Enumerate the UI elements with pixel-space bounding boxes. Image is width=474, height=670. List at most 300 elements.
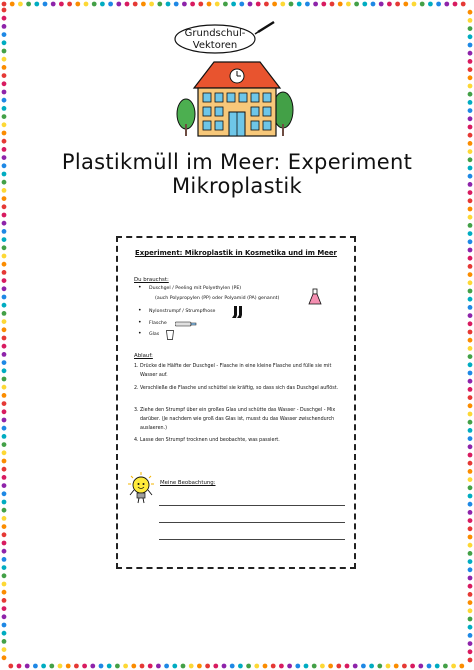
border-dot [197,664,202,669]
logo-text-line1: Grundschul- [184,28,246,39]
border-dot [468,231,473,236]
border-dot [468,403,473,408]
border-dot [84,2,89,7]
border-dot [2,647,7,652]
border-dot [123,664,128,669]
border-dot [189,664,194,669]
border-dot [2,557,7,562]
step-number: 2. [134,386,139,391]
border-dot [468,584,473,589]
border-dot [2,311,7,316]
border-dot [264,2,269,7]
border-dot [223,2,228,7]
border-dot [468,198,473,203]
answer-line [159,505,345,506]
border-dot [312,664,317,669]
border-dot [164,664,169,669]
border-dot [254,664,259,669]
border-dot [256,2,261,7]
step-number: 4. [134,438,139,443]
border-dot [2,262,7,267]
border-dot [2,8,7,13]
border-dot [418,664,423,669]
step-text: Ziehe den Strumpf über ein großes Glas und schütte das Wasser - Duschgel - Mix darüber. (Je nachdem wie groß das Glas ist, musst du das Wasser zwischendurch auslaeren.) [140,408,336,431]
border-dot [140,664,145,669]
border-dot [379,2,384,7]
border-dot [377,664,382,669]
border-dot [436,2,441,7]
border-dot [2,254,7,259]
border-dot [2,483,7,488]
border-dot [2,81,7,86]
border-dot [182,2,187,7]
bullet: • [138,319,142,326]
border-dot [2,623,7,628]
border-dot [412,2,417,7]
border-dot [2,303,7,308]
logo-banner [175,25,255,53]
border-dot [2,49,7,54]
border-dot [468,379,473,384]
border-dot [2,377,7,382]
border-dot [2,549,7,554]
border-dot [461,2,466,7]
material-item-shower-gel: Duschgel / Peeling mit Polyethylen (PE) [149,286,242,291]
border-dot [2,229,7,234]
border-dot [51,2,56,7]
border-dot [468,510,473,515]
border-dot [107,664,112,669]
step-number: 1. [134,364,139,369]
bullet: • [138,284,142,291]
border-dot [468,436,473,441]
border-dot [66,664,71,669]
border-dot [353,664,358,669]
border-dot [468,330,473,335]
border-dot [362,2,367,7]
border-dot [2,541,7,546]
border-dot [320,664,325,669]
border-dot [287,664,292,669]
border-dot [468,34,473,39]
border-dot [386,664,391,669]
border-dot [2,319,7,324]
border-dot [468,108,473,113]
border-dot [468,362,473,367]
border-dot [428,2,433,7]
border-dot [468,444,473,449]
worksheet-card [116,236,356,569]
border-dot [420,2,425,7]
border-dot [468,354,473,359]
border-dot [2,524,7,529]
border-dot [2,131,7,136]
border-dot [403,2,408,7]
border-dot [2,508,7,513]
material-item-glass: Glas [149,332,160,337]
border-dot [468,141,473,146]
border-dot [468,133,473,138]
border-dot [297,2,302,7]
border-dot [222,664,227,669]
border-dot [394,664,399,669]
border-dot [468,387,473,392]
observation-heading: Meine Beobachtung: [160,480,216,486]
border-dot [2,409,7,414]
glass-icon [166,330,174,340]
border-dot [468,26,473,31]
border-dot [468,625,473,630]
procedure-step [134,436,345,445]
border-dot [26,2,31,7]
border-dot [410,664,415,669]
border-dot [2,655,7,660]
border-dot [100,2,105,7]
border-dot [133,2,138,7]
materials-heading: Du brauchst: [134,277,169,283]
border-dot [295,664,300,669]
border-dot [279,664,284,669]
border-dot [468,215,473,220]
material-item-nylon-stocking: Nylonstrumpf / Strumpfhose [149,309,216,314]
border-dot [215,2,220,7]
border-dot [58,664,63,669]
border-dot [2,631,7,636]
border-dot [49,664,54,669]
border-dot [468,51,473,56]
border-dot [459,664,464,669]
border-dot [468,75,473,80]
border-dot [92,2,97,7]
border-dot [2,270,7,275]
border-dot [468,633,473,638]
border-dot [8,664,13,669]
border-dot [238,664,243,669]
border-dot [468,485,473,490]
border-dot [468,453,473,458]
border-dot [2,98,7,103]
border-dot [468,649,473,654]
border-dot [345,664,350,669]
border-dot [304,664,309,669]
border-dot [263,664,268,669]
border-dot [2,582,7,587]
border-dot [166,2,171,7]
border-dot [2,139,7,144]
border-dot [17,664,22,669]
border-dot [468,239,473,244]
logo-text-line2: Vektoren [192,40,238,51]
step-number: 3. [134,408,139,413]
border-dot [99,664,104,669]
border-dot [2,327,7,332]
border-dot [338,2,343,7]
border-dot [468,576,473,581]
border-dot [116,2,121,7]
border-dot [468,412,473,417]
border-dot [2,57,7,62]
border-dot [2,286,7,291]
border-dot [468,297,473,302]
border-dot [2,598,7,603]
border-dot [468,461,473,466]
border-dot [468,346,473,351]
border-dot [2,418,7,423]
border-dot [321,2,326,7]
border-dot [468,264,473,269]
border-dot [2,245,7,250]
flask-icon [308,288,322,306]
border-dot [246,664,251,669]
step-text: Lasse den Strumpf trocknen und beobachte, was passiert. [140,438,280,443]
border-dot [468,617,473,622]
border-dot [468,477,473,482]
border-dot [2,2,7,7]
border-dot [156,664,161,669]
border-dot [2,106,7,111]
border-dot [369,664,374,669]
border-dot [468,10,473,15]
border-dot [468,567,473,572]
border-dot [468,420,473,425]
border-dot [2,360,7,365]
border-dot [468,395,473,400]
border-dot [468,100,473,105]
border-dot [10,2,15,7]
border-dot [468,84,473,89]
border-dot [2,122,7,127]
border-dot [468,592,473,597]
border-dot [2,40,7,45]
border-dot [328,664,333,669]
border-dot [82,664,87,669]
border-dot [59,2,64,7]
border-dot [157,2,162,7]
border-dot [172,664,177,669]
border-dot [468,543,473,548]
border-dot [453,2,458,7]
border-dot [305,2,310,7]
border-dot [74,664,79,669]
border-dot [354,2,359,7]
border-dot [2,614,7,619]
border-dot [248,2,253,7]
border-dot [2,73,7,78]
border-dot [131,664,136,669]
border-dot [468,272,473,277]
border-dot [141,2,146,7]
border-dot [18,2,23,7]
border-dot [43,2,48,7]
material-item-note: (auch Polypropylen (PP) oder Polyamid (PA) genannt) [155,296,280,301]
material-item-bottle: Flasche [149,321,167,326]
border-dot [468,313,473,318]
page-title: Plastikmüll im Meer: Experiment Mikroplastik [61,150,413,198]
border-dot [468,338,473,343]
border-dot [2,352,7,357]
border-dot [115,664,120,669]
border-dot [443,664,448,669]
border-dot [41,664,46,669]
border-dot [468,321,473,326]
lightbulb-icon [126,472,156,504]
border-dot [330,2,335,7]
border-dot [2,393,7,398]
border-dot [468,526,473,531]
border-dot [468,18,473,23]
border-dot [2,295,7,300]
border-dot [395,2,400,7]
border-dot [2,114,7,119]
border-dot [468,59,473,64]
border-dot [2,401,7,406]
border-dot [2,344,7,349]
border-dot [2,639,7,644]
border-dot [33,664,38,669]
border-dot [2,573,7,578]
border-dot [2,450,7,455]
border-dot [468,518,473,523]
grundschul-vektoren-logo [170,20,304,140]
worksheet-title: Experiment: Mikroplastik in Kosmetika und im Meer [135,249,337,257]
border-dot [181,664,186,669]
border-dot [231,2,236,7]
stocking-icon [232,306,244,319]
border-dot [2,426,7,431]
border-dot [2,434,7,439]
border-dot [468,92,473,97]
step-text: Drücke die Hälfte der Duschgel - Flasche in eine kleine Flasche und fülle sie mit Wasser auf. [140,364,332,378]
border-dot [2,24,7,29]
border-dot [468,289,473,294]
border-dot [2,475,7,480]
border-dot [468,658,473,663]
border-dot [468,223,473,228]
border-dot [2,213,7,218]
bullet: • [138,330,142,337]
border-dot [2,385,7,390]
tree-left-icon [177,99,195,136]
border-dot [2,532,7,537]
border-dot [190,2,195,7]
border-dot [239,2,244,7]
border-dot [468,43,473,48]
border-dot [468,67,473,72]
border-dot [207,2,212,7]
border-dot [371,2,376,7]
border-dot [75,2,80,7]
border-dot [313,2,318,7]
border-dot [451,664,456,669]
border-dot [444,2,449,7]
border-dot [67,2,72,7]
border-dot [272,2,277,7]
border-dot [2,606,7,611]
border-dot [468,256,473,261]
border-dot [387,2,392,7]
procedure-step [134,362,345,380]
border-dot [2,237,7,242]
border-dot [427,664,432,669]
answer-line [159,522,345,523]
border-dot [34,2,39,7]
border-dot [289,2,294,7]
border-dot [2,204,7,209]
border-dot [2,565,7,570]
border-dot [468,248,473,253]
school-building-icon [194,62,280,136]
border-dot [2,442,7,447]
border-dot [468,600,473,605]
border-dot [271,664,276,669]
border-dot [468,207,473,212]
answer-line [159,539,345,540]
border-dot [25,664,30,669]
border-dot [174,2,179,7]
border-dot [361,664,366,669]
border-dot [468,125,473,130]
border-dot [336,664,341,669]
border-dot [205,664,210,669]
border-dot [198,2,203,7]
border-dot [280,2,285,7]
border-dot [2,459,7,464]
border-dot [468,502,473,507]
border-dot [468,551,473,556]
border-dot [2,368,7,373]
border-dot [213,664,218,669]
procedure-step [134,406,345,433]
border-dot [2,65,7,70]
border-dot [468,371,473,376]
border-dot [2,590,7,595]
border-dot [90,664,95,669]
border-dot [2,16,7,21]
border-dot [468,305,473,310]
border-dot [468,469,473,474]
border-dot [2,221,7,226]
border-dot [230,664,235,669]
border-dot [2,336,7,341]
bottle-icon [175,321,197,327]
border-dot [468,280,473,285]
border-dot [402,664,407,669]
border-dot [468,428,473,433]
border-dot [2,500,7,505]
border-dot [468,608,473,613]
border-dot [2,467,7,472]
border-dot [468,535,473,540]
pencil-icon [255,22,274,34]
border-dot [2,90,7,95]
border-dot [2,491,7,496]
bullet: • [138,307,142,314]
border-dot [2,278,7,283]
border-dot [108,2,113,7]
border-dot [2,516,7,521]
border-dot [468,494,473,499]
border-dot [148,664,153,669]
border-dot [2,32,7,37]
border-dot [346,2,351,7]
border-dot [468,116,473,121]
border-dot [149,2,154,7]
border-dot [125,2,130,7]
step-text: Verschließe die Flasche und schüttel sie kräftig, so dass sich das Duschgel auflöst. [140,386,339,391]
border-dot [468,641,473,646]
border-dot [468,559,473,564]
procedure-step [134,384,345,393]
